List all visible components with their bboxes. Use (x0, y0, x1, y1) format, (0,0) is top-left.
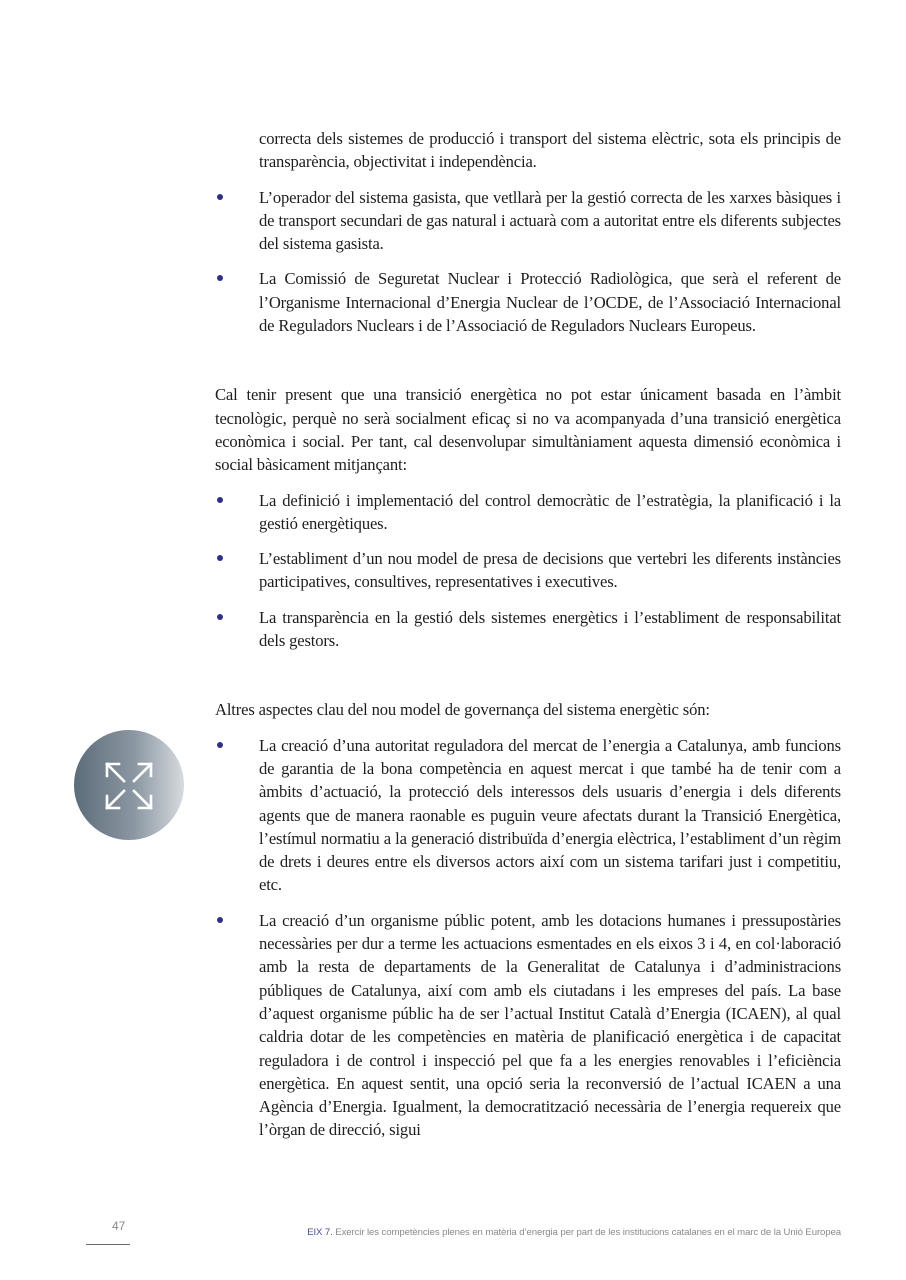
bullet-icon (217, 917, 223, 923)
bullet-icon (217, 497, 223, 503)
document-body (215, 127, 841, 1142)
list-item: La creació d’un organisme públic potent, amb les dotacions humanes i pressupostàries necessàries per dur a terme les actuacions esmentades en els eixos 3 i 4, en col·laboració amb la resta de departaments de la Generalitat de Catalunya i d’administracions públiques de Catalunya, així com amb els ciutadans i les empreses del país. La base d’aquest organisme públic ha de ser l’actual Institut Català d’Energia (ICAEN), al qual caldria dotar de les competències en matèria de planificació energètica i de capacitat reguladora i de control i inspecció pel que fa a les energies renovables i l’eficiència energètica. En aquest sentit, una opció seria la reconversió de l’actual ICAEN a una Agència d’Energia. Igualment, la democratització necessària de l’energia requereix que l’òrgan de direcció, sigui (215, 909, 841, 1142)
list-item: L’establiment d’un nou model de presa de decisions que vertebri les diferents instàncies participatives, consultives, representatives i executives. (215, 547, 841, 594)
list-item: La Comissió de Seguretat Nuclear i Protecció Radiològica, que serà el referent de l’Organisme Internacional d’Energia Nuclear de l’OCDE, de l’Associació Internacional de Reguladors Nuclears i de l’Associació de Reguladors Nuclears Europeus. (215, 267, 841, 337)
list-item: La creació d’una autoritat reguladora del mercat de l’energia a Catalunya, amb funcions de garantia de la bona competència en aquest mercat i que també ha de tenir com a àmbits d’actuació, la protecció dels interessos dels usuaris d’energia i dels diferents agents que de manera raonable es puguin veure afectats durant la Transició Energètica, l’estímul normatiu a la generació distribuïda d’energia elèctrica, l’establiment d’un règim de drets i deures entre els diversos actors així com un sistema tarifari just i competitiu, etc. (215, 734, 841, 897)
bullet-icon (217, 614, 223, 620)
footer-section-label: EIX 7. (307, 1227, 333, 1238)
bullet-icon (217, 555, 223, 561)
page-number-rule (86, 1244, 130, 1245)
list-item: La transparència en la gestió dels sistemes energètics i l’establiment de responsabilitat dels gestors. (215, 606, 841, 653)
footer-section-title: Exercir les competències plenes en matèria d’energia per part de les institucions catalanes en el marc de la Unió Europea (332, 1227, 841, 1238)
expand-arrows-icon (74, 730, 184, 840)
bullet-icon (217, 275, 223, 281)
paragraph: Altres aspectes clau del nou model de governança del sistema energètic són: (215, 700, 710, 720)
bullet-icon (217, 194, 223, 200)
paragraph: Cal tenir present que una transició energètica no pot estar únicament basada en l’àmbit tecnològic, perquè no serà socialment eficaç si no va acompanyada d’una transició energètica econòmica i social. Per tant, cal desenvolupar simultàniament aquesta dimensió econòmica i social bàsicament mitjançant: (215, 385, 841, 475)
list-item: L’operador del sistema gasista, que vetllarà per la gestió correcta de les xarxes bàsiques i de transport secundari de gas natural i actuarà com a autoritat entre els diferents subjectes del sistema gasista. (215, 186, 841, 256)
page-number: 47 (112, 1219, 126, 1233)
continued-text: correcta dels sistemes de producció i transport del sistema elèctric, sota els principis de transparència, objectivitat i independència. (259, 129, 841, 172)
section-badge (74, 730, 184, 840)
bullet-icon (217, 742, 223, 748)
running-footer (307, 1227, 841, 1238)
list-item: La definició i implementació del control democràtic de l’estratègia, la planificació i la gestió energètiques. (215, 489, 841, 536)
